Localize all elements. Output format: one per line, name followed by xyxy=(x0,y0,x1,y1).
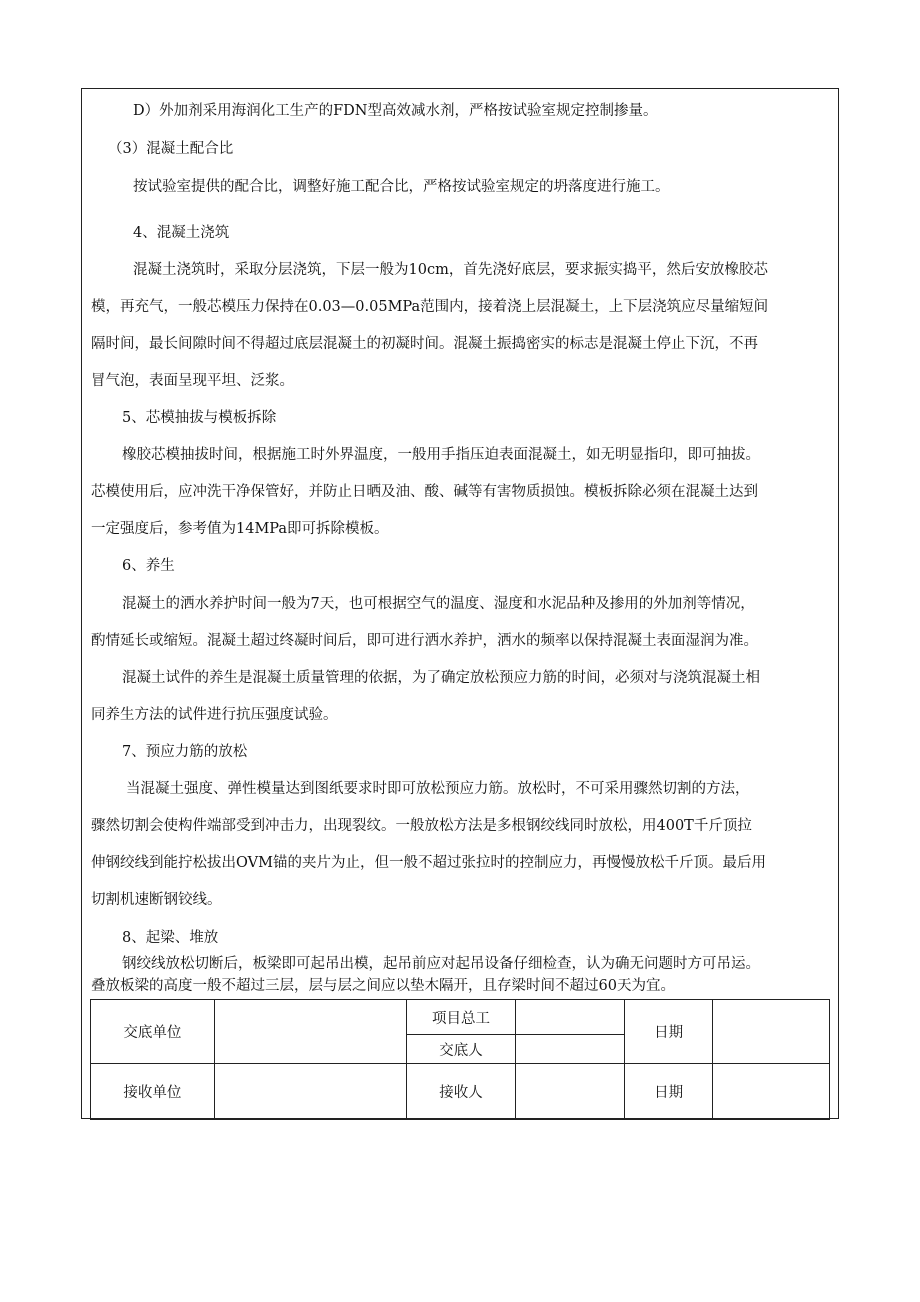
paragraph-lifting-line: 钢绞线放松切断后，板梁即可起吊出模，起吊前应对起吊设备仔细检查，认为确无问题时方可吊运。 xyxy=(122,956,760,972)
receiver-value xyxy=(516,1064,625,1120)
receiving-unit-label: 接收单位 xyxy=(91,1064,215,1120)
paragraph-release-line: 切割机速断钢铰线。 xyxy=(91,892,222,908)
paragraph-core-mold-line: 橡胶芯模抽拔时间，根据施工时外界温度，一般用手指压迫表面混凝土，如无明显指印，即可抽拔。 xyxy=(122,447,760,463)
paragraph-pouring-line: 冒气泡，表面呈现平坦、泛浆。 xyxy=(91,373,294,389)
handover-person-label: 交底人 xyxy=(406,1035,516,1064)
paragraph-specimen-line: 同养生方法的试件进行抗压强度试验。 xyxy=(91,707,338,723)
heading-mix-ratio: （3）混凝土配合比 xyxy=(108,141,234,157)
paragraph-lifting-line: 叠放板梁的高度一般不超过三层，层与层之间应以垫木隔开，且存梁时间不超过60天为宜。 xyxy=(91,978,675,994)
receiving-unit-value xyxy=(214,1064,406,1120)
heading-lifting-stacking: 8、起梁、堆放 xyxy=(122,930,219,946)
paragraph-pouring-line: 隔时间，最长间隙时间不得超过底层混凝土的初凝时间。混凝土振捣密实的标志是混凝土停止下沉，不再 xyxy=(91,336,758,352)
paragraph-curing-line: 酌情延长或缩短。混凝土超过终凝时间后，即可进行洒水养护，洒水的频率以保持混凝土表面湿润为准。 xyxy=(91,633,758,649)
paragraph-curing-line: 混凝土的洒水养护时间一般为7天，也可根据空气的温度、湿度和水泥品种及掺用的外加剂等情况， xyxy=(122,596,755,612)
date-label: 日期 xyxy=(625,1000,713,1064)
heading-concrete-pouring: 4、混凝土浇筑 xyxy=(133,225,230,241)
heading-core-mold: 5、芯模抽拔与模板拆除 xyxy=(122,410,277,426)
paragraph-mix-ratio: 按试验室提供的配合比，调整好施工配合比，严格按试验室规定的坍落度进行施工。 xyxy=(133,179,670,195)
paragraph-release-line: 伸钢绞线到能拧松拔出OVM锚的夹片为止，但一般不超过张拉时的控制应力，再慢慢放松千斤顶。最后用 xyxy=(91,855,766,871)
heading-prestress-release: 7、预应力筋的放松 xyxy=(122,744,248,760)
handover-unit-label: 交底单位 xyxy=(91,1000,215,1064)
receiver-label: 接收人 xyxy=(406,1064,516,1120)
handover-person-value xyxy=(516,1035,625,1064)
paragraph-release-line: 当混凝土强度、弹性模量达到图纸要求时即可放松预应力筋。放松时，不可采用骤然切割的方法， xyxy=(126,781,750,797)
paragraph-core-mold-line: 一定强度后，参考值为14MPa即可拆除模板。 xyxy=(91,521,389,537)
project-chief-value xyxy=(516,1000,625,1035)
paragraph-release-line: 骤然切割会使构件端部受到冲击力，出现裂纹。一般放松方法是多根钢绞线同时放松，用400T千斤顶拉 xyxy=(91,818,752,834)
paragraph-additive: D）外加剂采用海润化工生产的FDN型高效减水剂，严格按试验室规定控制掺量。 xyxy=(133,103,658,119)
paragraph-specimen-line: 混凝土试件的养生是混凝土质量管理的依据，为了确定放松预应力筋的时间，必须对与浇筑混凝土相 xyxy=(122,670,760,686)
paragraph-pouring-line: 模，再充气，一般芯模压力保持在0.03—0.05MPa范围内，接着浇上层混凝土，上下层浇筑应尽量缩短间 xyxy=(91,299,769,315)
paragraph-pouring-line: 混凝土浇筑时，采取分层浇筑，下层一般为10cm，首先浇好底层，要求振实捣平，然后安放橡胶芯 xyxy=(133,262,768,278)
paragraph-core-mold-line: 芯模使用后，应冲洗干净保管好，并防止日晒及油、酸、碱等有害物质损蚀。模板拆除必须在混凝土达到 xyxy=(91,484,758,500)
date-label: 日期 xyxy=(625,1064,713,1120)
signoff-table xyxy=(90,999,830,1120)
date-value xyxy=(713,1000,830,1064)
date-value xyxy=(713,1064,830,1120)
project-chief-label: 项目总工 xyxy=(406,1000,516,1035)
handover-unit-value xyxy=(214,1000,406,1064)
heading-curing: 6、养生 xyxy=(122,558,175,574)
